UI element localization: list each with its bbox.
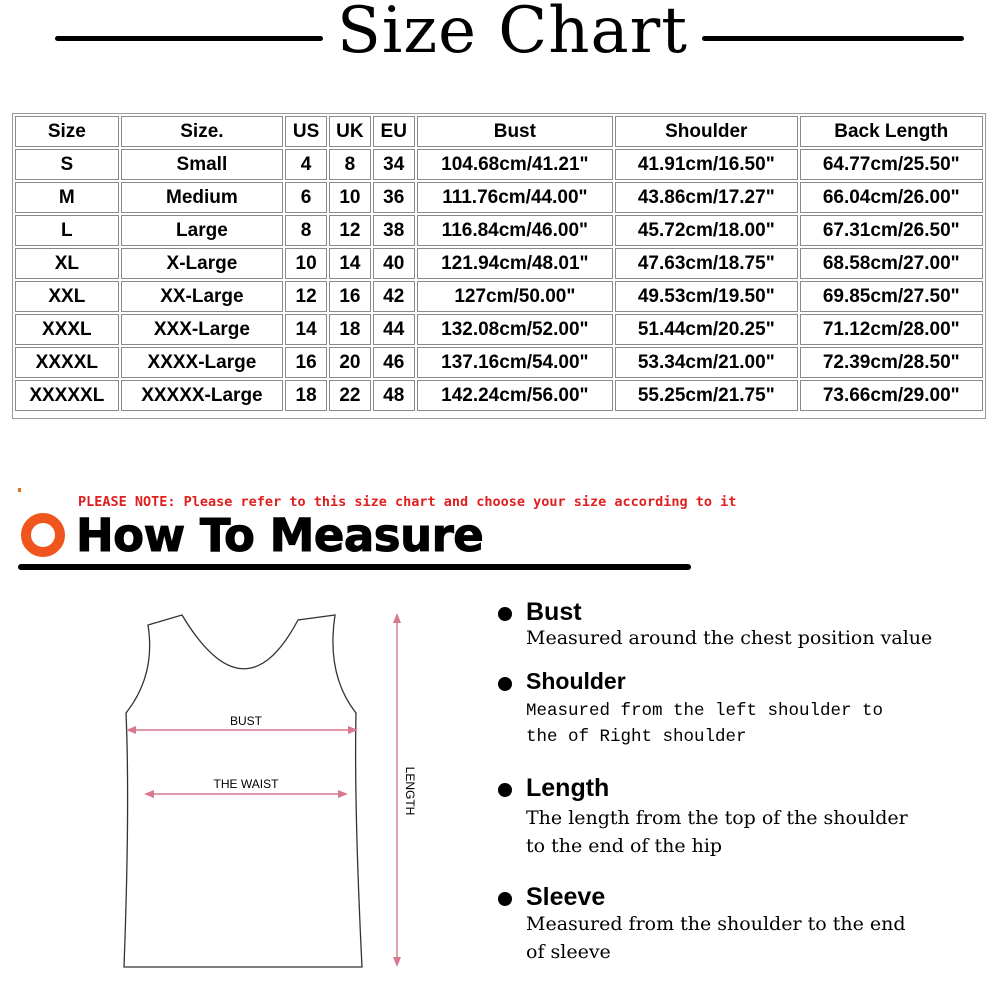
bust-heading: Bust bbox=[526, 598, 582, 626]
table-cell: 12 bbox=[285, 281, 327, 312]
table-cell: XXXX-Large bbox=[121, 347, 284, 378]
table-cell: 71.12cm/28.00" bbox=[800, 314, 983, 345]
table-cell: 4 bbox=[285, 149, 327, 180]
bullet-dot-icon bbox=[498, 892, 512, 906]
table-cell: 44 bbox=[373, 314, 415, 345]
table-row bbox=[15, 149, 983, 180]
table-cell: 40 bbox=[373, 248, 415, 279]
table-cell: 116.84cm/46.00" bbox=[417, 215, 613, 246]
header-eu: EU bbox=[373, 116, 415, 147]
table-cell: 127cm/50.00" bbox=[417, 281, 613, 312]
length-label: LENGTH bbox=[403, 766, 417, 816]
bust-label: BUST bbox=[229, 714, 263, 728]
table-cell: 8 bbox=[329, 149, 371, 180]
table-cell: 67.31cm/26.50" bbox=[800, 215, 983, 246]
table-cell: 137.16cm/54.00" bbox=[417, 347, 613, 378]
bullet-dot-icon bbox=[498, 607, 512, 621]
table-cell: 55.25cm/21.75" bbox=[615, 380, 797, 411]
size-table-frame bbox=[12, 113, 986, 419]
size-table bbox=[13, 114, 985, 413]
table-cell: Small bbox=[121, 149, 284, 180]
table-cell: XXXXL bbox=[15, 347, 119, 378]
table-cell: XXXXX-Large bbox=[121, 380, 284, 411]
table-cell: X-Large bbox=[121, 248, 284, 279]
table-header-row bbox=[15, 116, 983, 147]
table-cell: 142.24cm/56.00" bbox=[417, 380, 613, 411]
circle-bullet-icon bbox=[21, 513, 65, 557]
corner-mark bbox=[18, 488, 21, 492]
table-row bbox=[15, 314, 983, 345]
table-row bbox=[15, 281, 983, 312]
table-cell: 14 bbox=[285, 314, 327, 345]
table-cell: 72.39cm/28.50" bbox=[800, 347, 983, 378]
length-heading: Length bbox=[526, 774, 610, 802]
table-row bbox=[15, 347, 983, 378]
table-cell: XL bbox=[15, 248, 119, 279]
table-cell: 36 bbox=[373, 182, 415, 213]
page-title: Size Chart bbox=[337, 0, 688, 68]
table-cell: 49.53cm/19.50" bbox=[615, 281, 797, 312]
table-cell: Large bbox=[121, 215, 284, 246]
length-arrow-head-top bbox=[393, 613, 401, 623]
table-cell: 18 bbox=[329, 314, 371, 345]
table-cell: 121.94cm/48.01" bbox=[417, 248, 613, 279]
table-cell: XX-Large bbox=[121, 281, 284, 312]
title-rule-left bbox=[55, 36, 323, 41]
how-to-measure-underline bbox=[18, 564, 691, 570]
header-shoulder: Shoulder bbox=[615, 116, 797, 147]
table-cell: 132.08cm/52.00" bbox=[417, 314, 613, 345]
table-cell: 47.63cm/18.75" bbox=[615, 248, 797, 279]
length-description: The length from the top of the shoulder to the end of the hip bbox=[526, 807, 908, 857]
sleeve-heading: Sleeve bbox=[526, 883, 606, 911]
table-cell: S bbox=[15, 149, 119, 180]
header-back-length: Back Length bbox=[800, 116, 983, 147]
table-cell: XXL bbox=[15, 281, 119, 312]
bullet-dot-icon bbox=[498, 783, 512, 797]
table-cell: 18 bbox=[285, 380, 327, 411]
header-uk: UK bbox=[329, 116, 371, 147]
header-size-name: Size. bbox=[121, 116, 284, 147]
table-cell: XXX-Large bbox=[121, 314, 284, 345]
table-cell: 53.34cm/21.00" bbox=[615, 347, 797, 378]
table-cell: 48 bbox=[373, 380, 415, 411]
table-cell: 64.77cm/25.50" bbox=[800, 149, 983, 180]
table-cell: 73.66cm/29.00" bbox=[800, 380, 983, 411]
header-us: US bbox=[285, 116, 327, 147]
table-cell: 10 bbox=[329, 182, 371, 213]
table-cell: 14 bbox=[329, 248, 371, 279]
table-cell: 66.04cm/26.00" bbox=[800, 182, 983, 213]
table-cell: 34 bbox=[373, 149, 415, 180]
table-row bbox=[15, 248, 983, 279]
table-cell: 16 bbox=[329, 281, 371, 312]
table-cell: 8 bbox=[285, 215, 327, 246]
table-cell: 42 bbox=[373, 281, 415, 312]
table-cell: 45.72cm/18.00" bbox=[615, 215, 797, 246]
table-cell: 12 bbox=[329, 215, 371, 246]
title-row bbox=[0, 0, 1000, 80]
tank-top-outline bbox=[124, 615, 362, 967]
table-cell: 38 bbox=[373, 215, 415, 246]
sleeve-description: Measured from the shoulder to the end of sleeve bbox=[526, 913, 906, 963]
table-cell: 10 bbox=[285, 248, 327, 279]
table-row bbox=[15, 215, 983, 246]
table-cell: 16 bbox=[285, 347, 327, 378]
bust-description: Measured around the chest position value bbox=[526, 627, 933, 649]
table-cell: XXXL bbox=[15, 314, 119, 345]
table-cell: L bbox=[15, 215, 119, 246]
table-cell: 20 bbox=[329, 347, 371, 378]
header-bust: Bust bbox=[417, 116, 613, 147]
table-cell: Medium bbox=[121, 182, 284, 213]
how-to-measure-title: How To Measure bbox=[76, 509, 484, 562]
table-row bbox=[15, 182, 983, 213]
size-note: PLEASE NOTE: Please refer to this size chart and choose your size according to it bbox=[78, 494, 737, 510]
table-row bbox=[15, 380, 983, 411]
header-size: Size bbox=[15, 116, 119, 147]
table-cell: 69.85cm/27.50" bbox=[800, 281, 983, 312]
tank-top-diagram bbox=[110, 605, 440, 975]
table-cell: 68.58cm/27.00" bbox=[800, 248, 983, 279]
shoulder-heading: Shoulder bbox=[526, 668, 626, 694]
table-cell: XXXXXL bbox=[15, 380, 119, 411]
title-rule-right bbox=[702, 36, 964, 41]
bullet-dot-icon bbox=[498, 677, 512, 691]
table-cell: 43.86cm/17.27" bbox=[615, 182, 797, 213]
shoulder-description: Measured from the left shoulder to the of Right shoulder bbox=[526, 701, 884, 747]
waist-label: THE WAIST bbox=[213, 777, 279, 791]
table-cell: 51.44cm/20.25" bbox=[615, 314, 797, 345]
table-cell: 41.91cm/16.50" bbox=[615, 149, 797, 180]
table-cell: 111.76cm/44.00" bbox=[417, 182, 613, 213]
table-cell: 46 bbox=[373, 347, 415, 378]
table-cell: M bbox=[15, 182, 119, 213]
length-arrow-head-bottom bbox=[393, 957, 401, 967]
table-cell: 104.68cm/41.21" bbox=[417, 149, 613, 180]
table-cell: 6 bbox=[285, 182, 327, 213]
table-cell: 22 bbox=[329, 380, 371, 411]
